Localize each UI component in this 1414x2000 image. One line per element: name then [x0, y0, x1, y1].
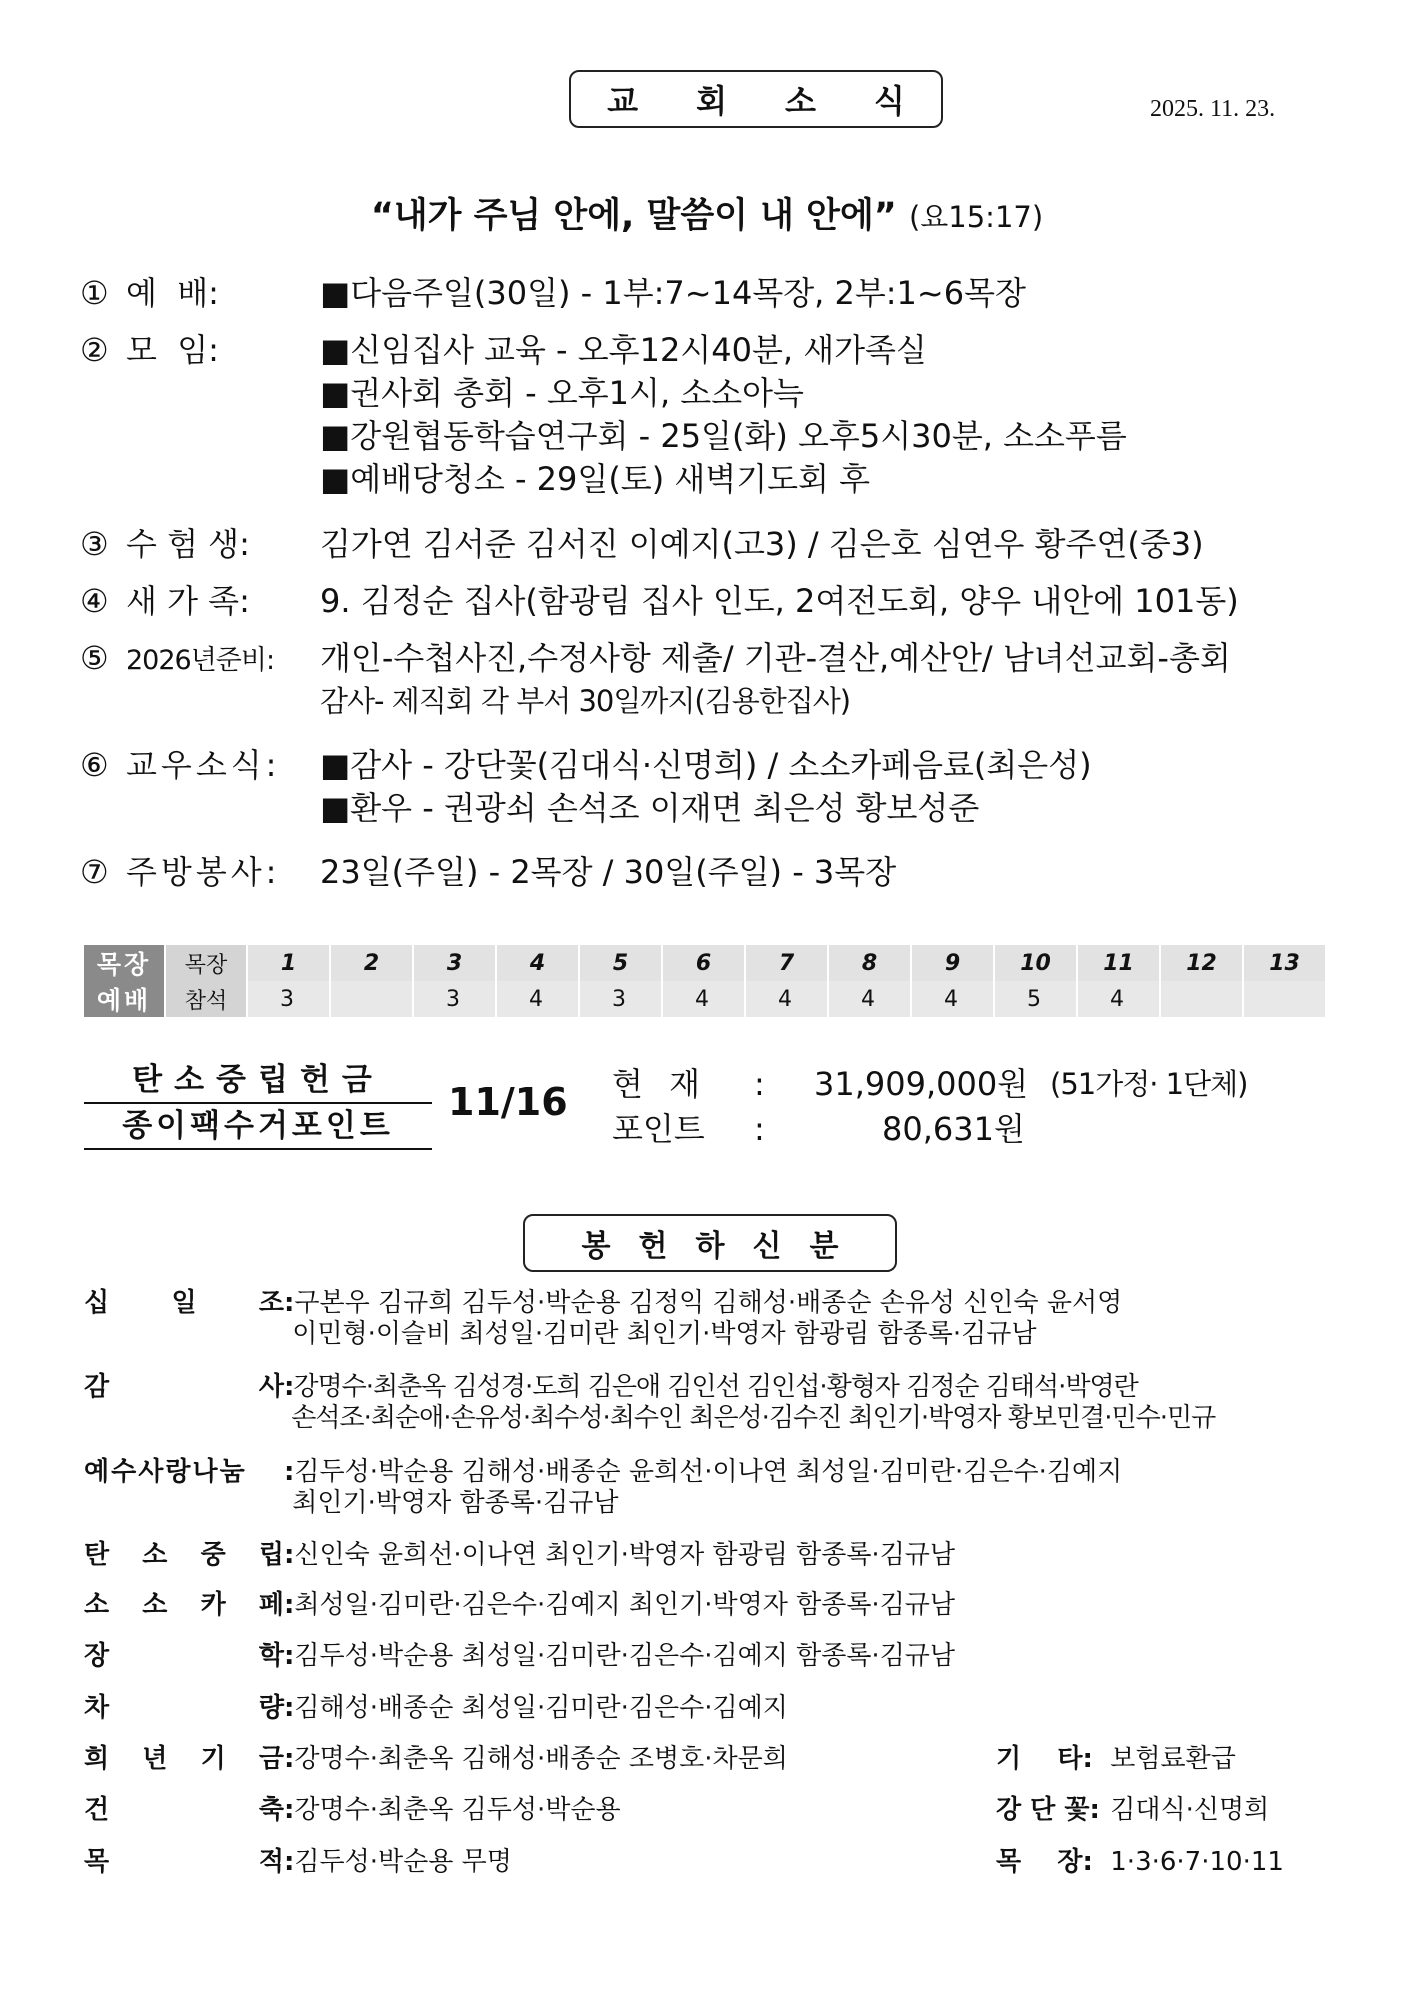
item-number: ⑥: [80, 746, 109, 784]
attendance-count: [330, 981, 413, 1017]
item-members: [80, 744, 338, 786]
attendance-count: 4: [662, 981, 745, 1017]
offering-title-char: 신: [752, 1229, 782, 1264]
group-number: 8: [828, 945, 911, 981]
offering-key: 강 단 꽃:: [996, 1795, 1100, 1825]
offering-key-char: 감: [84, 1372, 110, 1402]
item-meeting: [80, 329, 338, 371]
group-number: 10: [994, 945, 1077, 981]
offering-names: 김두성·박순용 최성일·김미란·김은수·김예지 함종록·김규남: [294, 1641, 956, 1671]
offering-key-char: 학: [258, 1641, 284, 1671]
item-worship-line: ■다음주일(30일) - 1부:7~14목장, 2부:1~6목장: [320, 274, 1026, 312]
item-newfamily: [80, 580, 338, 622]
group-number: 4: [496, 945, 579, 981]
offering-key-char: 중: [200, 1540, 226, 1570]
attendance-count: [1243, 981, 1326, 1017]
item-exam: [80, 523, 338, 565]
attendance-row1-label: 목장: [165, 945, 247, 981]
offering-key: 목 장:: [996, 1847, 1093, 1877]
attendance-count: 4: [828, 981, 911, 1017]
item-prep2026-line: 개인-수첩사진,수정사항 제출/ 기관-결산,예산안/ 남녀선교회-총회: [320, 639, 1231, 677]
item-members-line: ■환우 - 권광쇠 손석조 이재면 최은성 황보성준: [320, 789, 980, 827]
offering-names: 김해성·배종순 최성일·김미란·김은수·김예지: [294, 1693, 788, 1723]
offering-title: [523, 1214, 897, 1272]
item-newfamily-line: 9. 김정순 집사(함광림 집사 인도, 2여전도회, 양우 내안에 101동): [320, 582, 1239, 620]
offering-key: 예수사랑나눔: [84, 1457, 247, 1487]
offering-names: 손석조·최순애·손유성·최수성·최수인 최은성·김수진 최인기·박영자 황보민결·민수·민규: [291, 1403, 1216, 1433]
item-label: 2026년준비:: [126, 645, 275, 676]
theme-quote: “내가 주님 안에, 말씀이 내 안에”: [370, 196, 897, 236]
carbon-line2: 종이팩수거포인트: [84, 1104, 432, 1150]
point-value: 80,631원: [882, 1110, 1025, 1148]
offering-key-char: 축: [258, 1795, 284, 1825]
carbon-period: 11/16: [448, 1080, 568, 1124]
attendance-count: 3: [413, 981, 496, 1017]
current-colon: :: [754, 1065, 765, 1103]
offering-key-char: 카: [200, 1590, 226, 1620]
item-worship: [80, 272, 338, 314]
group-number: 12: [1160, 945, 1243, 981]
offering-key-char: 목: [84, 1847, 110, 1877]
offering-names: 김두성·박순용 김해성·배종순 윤희선·이나연 최성일·김미란·김은수·김예지: [294, 1457, 1123, 1487]
attendance-count: 5: [994, 981, 1077, 1017]
offering-key-char: 소: [142, 1540, 168, 1570]
offering-names: 강명수·최춘옥 김두성·박순용: [294, 1795, 621, 1825]
item-prep2026: [80, 637, 338, 682]
offering-title-char: 헌: [638, 1229, 668, 1264]
item-number: ④: [80, 582, 109, 620]
offering-names: 1·3·6·7·10·11: [1110, 1847, 1284, 1877]
offering-names: 구본우 김규희 김두성·박순용 김정익 김해성·배종순 손유성 신인숙 윤서영: [294, 1288, 1123, 1318]
current-label: 현 재: [612, 1065, 708, 1103]
item-label: 수 험 생:: [126, 525, 250, 563]
group-number: 9: [911, 945, 994, 981]
offering-title-char: 하: [695, 1229, 725, 1264]
theme-verse: [0, 188, 1414, 238]
offering-key-char: 조: [258, 1288, 284, 1318]
offering-key-char: 소: [142, 1590, 168, 1620]
group-number: 6: [662, 945, 745, 981]
item-number: ②: [80, 331, 109, 369]
offering-names: 강명수·최춘옥 김성경·도희 김은애 김인선 김인섭·황형자 김정순 김태석·박영란: [293, 1372, 1138, 1402]
offering-names: 최성일·김미란·김은수·김예지 최인기·박영자 함종록·김규남: [294, 1590, 956, 1620]
title-char: 식: [873, 82, 905, 120]
point-colon: :: [754, 1110, 765, 1148]
offering-names: 김두성·박순용 무명: [294, 1847, 512, 1877]
item-label: 교우소식:: [126, 746, 281, 784]
offering-title-char: 봉: [581, 1229, 611, 1264]
offering-key-char: 적: [258, 1847, 284, 1877]
attendance-count: 4: [911, 981, 994, 1017]
item-kitchen: [80, 851, 338, 893]
group-number: 5: [579, 945, 662, 981]
offering-key-char: 사: [258, 1372, 284, 1402]
item-meeting-line: ■권사회 총회 - 오후1시, 소소아늑: [320, 374, 804, 412]
item-label: 모 임:: [126, 331, 219, 369]
offering-key-char: 십: [84, 1288, 110, 1318]
attendance-count: 3: [247, 981, 330, 1017]
current-note: (51가정· 1단체): [1050, 1067, 1248, 1101]
group-number: 2: [330, 945, 413, 981]
item-label: 예 배:: [126, 274, 219, 312]
offering-flower: [996, 1795, 1269, 1826]
attendance-row2-label: 참석: [165, 981, 247, 1017]
point-label: 포인트: [612, 1110, 705, 1148]
attendance-count: 4: [745, 981, 828, 1017]
theme-ref: (요15:17): [908, 200, 1044, 234]
offering-key-char: 립: [258, 1540, 284, 1570]
item-prep2026-line: 감사- 제직회 각 부서 30일까지(김용한집사): [320, 684, 851, 718]
attendance-count: [1160, 981, 1243, 1017]
offering-key-char: 기: [200, 1744, 226, 1774]
offering-group: [996, 1847, 1284, 1878]
offering-names: 김대식·신명희: [1110, 1795, 1270, 1825]
group-number: 1: [247, 945, 330, 981]
group-number: 3: [413, 945, 496, 981]
attendance-side-bottom: 예배: [84, 981, 165, 1017]
item-members-line: ■감사 - 강단꽃(김대식·신명희) / 소소카페음료(최은성): [320, 746, 1092, 784]
carbon-line1: 탄소중립헌금: [84, 1058, 432, 1104]
offering-key-char: 소: [84, 1590, 110, 1620]
group-number: 7: [745, 945, 828, 981]
item-meeting-line: ■예배당청소 - 29일(토) 새벽기도회 후: [320, 460, 871, 498]
bulletin-date: 2025. 11. 23.: [1150, 96, 1276, 122]
offering-key-char: 건: [84, 1795, 110, 1825]
offering-key-char: 차: [84, 1693, 110, 1723]
offering-names: 이민형·이슬비 최성일·김미란 최인기·박영자 함광림 함종록·김규남: [292, 1319, 1037, 1349]
attendance-side-top: 목장: [84, 945, 165, 981]
offering-key-char: 희: [84, 1744, 110, 1774]
group-number: 13: [1243, 945, 1326, 981]
offering-key-char: 년: [142, 1744, 168, 1774]
offering-names: 신인숙 윤희선·이나연 최인기·박영자 함광림 함종록·김규남: [294, 1540, 956, 1570]
offering-key-char: 금: [258, 1744, 284, 1774]
item-number: ⑦: [80, 853, 109, 891]
attendance-count: 4: [1077, 981, 1160, 1017]
offering-key-char: 일: [171, 1288, 197, 1318]
offering-names: 보험료환급: [1110, 1744, 1236, 1774]
item-label: 새 가 족:: [126, 582, 250, 620]
offering-key-char: 페: [258, 1590, 284, 1620]
attendance-table: [84, 945, 1327, 1017]
attendance-count: 4: [496, 981, 579, 1017]
attendance-count: 3: [579, 981, 662, 1017]
title-char: 소: [785, 82, 816, 120]
current-value: 31,909,000원: [814, 1065, 1029, 1103]
title-char: 교: [607, 82, 639, 120]
offering-names: 강명수·최춘옥 김해성·배종순 조병호·차문희: [294, 1744, 788, 1774]
carbon-offering-label: [84, 1058, 432, 1150]
offering-key-char: 장: [84, 1641, 110, 1671]
item-number: ⑤: [80, 639, 109, 677]
bulletin-title: [569, 70, 943, 128]
group-number: 11: [1077, 945, 1160, 981]
item-exam-line: 김가연 김서준 김서진 이예지(고3) / 김은호 심연우 황주연(중3): [320, 525, 1204, 563]
offering-key-char: 탄: [84, 1540, 110, 1570]
offering-other: [996, 1744, 1236, 1775]
offering-title-char: 분: [809, 1229, 839, 1264]
item-kitchen-line: 23일(주일) - 2목장 / 30일(주일) - 3목장: [320, 853, 897, 891]
offering-key-char: 량: [258, 1693, 284, 1723]
offering-key: 기 타:: [996, 1744, 1093, 1774]
item-meeting-line: ■강원협동학습연구회 - 25일(화) 오후5시30분, 소소푸름: [320, 417, 1127, 455]
title-char: 회: [696, 82, 727, 120]
offering-names: 최인기·박영자 함종록·김규남: [292, 1488, 619, 1518]
item-label: 주방봉사:: [126, 853, 281, 891]
item-number: ①: [80, 274, 109, 312]
item-number: ③: [80, 525, 109, 563]
item-meeting-line: ■신임집사 교육 - 오후12시40분, 새가족실: [320, 331, 927, 369]
